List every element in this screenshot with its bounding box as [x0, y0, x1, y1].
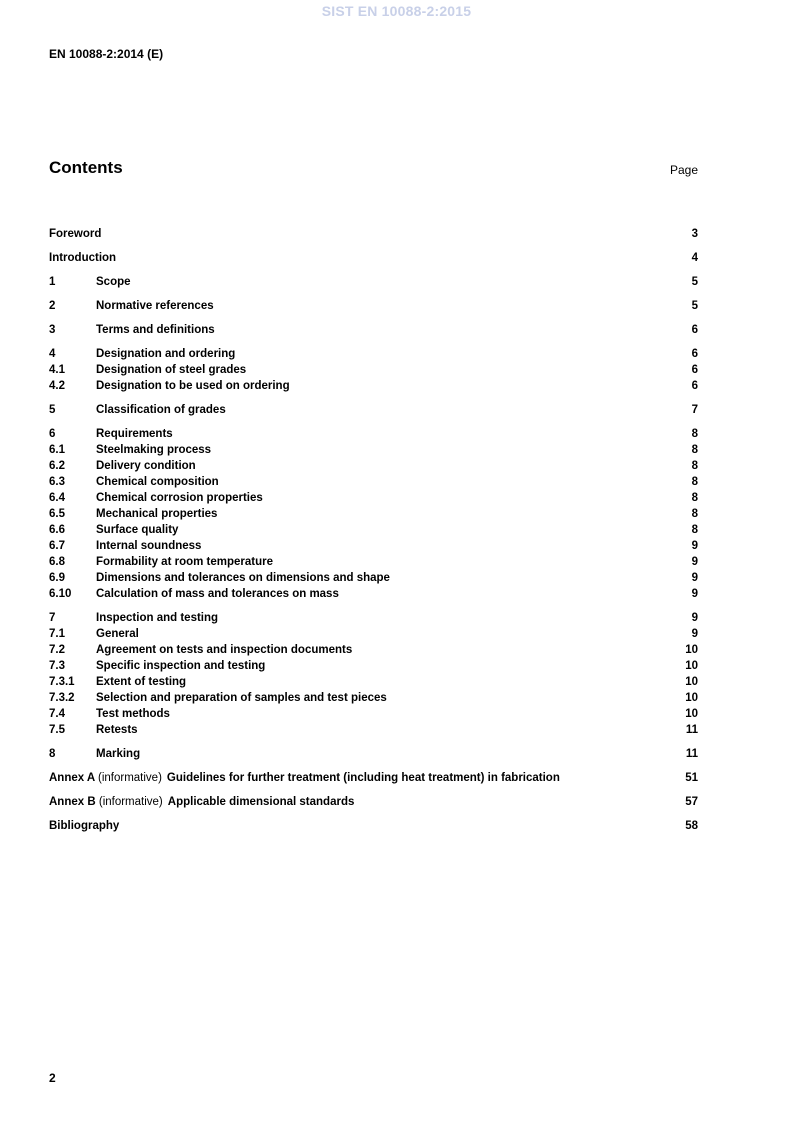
- toc-entry[interactable]: [49, 346, 698, 362]
- toc-entry-title: Delivery condition: [96, 460, 196, 472]
- toc-page-number: 10: [685, 644, 698, 656]
- toc-page-number: 8: [691, 492, 698, 504]
- toc-page-number: 58: [685, 820, 698, 832]
- toc-entry-title: Foreword: [49, 228, 102, 240]
- toc-entry[interactable]: [49, 690, 698, 706]
- toc-entry-title: Introduction: [49, 252, 117, 264]
- toc-entry[interactable]: [49, 610, 698, 626]
- toc-section-number: 6.9: [49, 572, 65, 584]
- toc-entry-title: Chemical corrosion properties: [96, 492, 263, 504]
- toc-page-number: 8: [691, 508, 698, 520]
- toc-annex-note: (informative): [98, 772, 162, 784]
- toc-section-number: 3: [49, 324, 56, 336]
- toc-entry[interactable]: [49, 322, 698, 338]
- toc-page-number: 10: [685, 676, 698, 688]
- toc-entry-title: Steelmaking process: [96, 444, 212, 456]
- toc-section-number: 5: [49, 404, 56, 416]
- toc-entry[interactable]: [49, 274, 698, 290]
- toc-entry[interactable]: [49, 490, 698, 506]
- toc-entry[interactable]: [49, 642, 698, 658]
- toc-entry-title: Inspection and testing: [96, 612, 219, 624]
- toc-entry[interactable]: [49, 378, 698, 394]
- toc-entry[interactable]: [49, 474, 698, 490]
- toc-section-number: 6: [49, 428, 56, 440]
- toc-entry-title: Classification of grades: [96, 404, 226, 416]
- toc-page-number: 9: [691, 556, 698, 568]
- toc-section-number: 4: [49, 348, 56, 360]
- toc-entry[interactable]: [49, 402, 698, 418]
- toc-page-number: 7: [691, 404, 698, 416]
- toc-entry[interactable]: [49, 794, 698, 810]
- toc-entry[interactable]: [49, 458, 698, 474]
- toc-page-number: 4: [691, 252, 698, 264]
- toc-page-number: 10: [685, 692, 698, 704]
- toc-page-number: 10: [685, 660, 698, 672]
- toc-entry-title: Surface quality: [96, 524, 179, 536]
- toc-page-number: 8: [691, 460, 698, 472]
- toc-page-number: 9: [691, 628, 698, 640]
- toc-section-number: 2: [49, 300, 56, 312]
- toc-entry[interactable]: [49, 538, 698, 554]
- page-title: Contents: [49, 158, 123, 177]
- toc-entry[interactable]: [49, 586, 698, 602]
- toc-entry[interactable]: [49, 522, 698, 538]
- toc-section-number: 6.7: [49, 540, 65, 552]
- toc-section-number: 4.1: [49, 364, 65, 376]
- toc-entry[interactable]: [49, 426, 698, 442]
- toc-entry-title: Formability at room temperature: [96, 556, 274, 568]
- document-id: EN 10088-2:2014 (E): [49, 47, 164, 61]
- toc-page-number: 5: [691, 300, 698, 312]
- toc-annex-label: Annex B: [49, 796, 96, 808]
- toc-entry-title: Requirements: [96, 428, 173, 440]
- toc-entry[interactable]: [49, 706, 698, 722]
- toc-entry[interactable]: [49, 746, 698, 762]
- toc-entry[interactable]: [49, 226, 698, 242]
- toc-entry-title: Designation of steel grades: [96, 364, 247, 376]
- toc-section-number: 6.8: [49, 556, 65, 568]
- toc-entry[interactable]: [49, 298, 698, 314]
- toc-section-number: 7: [49, 612, 56, 624]
- toc-annex-prefix: [49, 794, 168, 810]
- toc-annex-label: Annex A: [49, 772, 95, 784]
- toc-section-number: 6.4: [49, 492, 65, 504]
- toc-entry-title: Applicable dimensional standards: [167, 796, 355, 808]
- toc-section-number: 7.3: [49, 660, 65, 672]
- toc-section-number: 7.2: [49, 644, 65, 656]
- toc-entry-title: Marking: [96, 748, 141, 760]
- toc-page-number: 8: [691, 524, 698, 536]
- toc-section-number: 6.10: [49, 588, 72, 600]
- toc-entry-title: Retests: [96, 724, 138, 736]
- toc-annex-note: (informative): [98, 796, 163, 808]
- toc-entry-title: Calculation of mass and tolerances on mass: [96, 588, 339, 600]
- toc-page-number: 11: [685, 748, 698, 760]
- toc-section-number: 6.5: [49, 508, 65, 520]
- toc-entry-title: Mechanical properties: [96, 508, 218, 520]
- toc-entry-title: Agreement on tests and inspection documents: [96, 644, 353, 656]
- toc-section-number: 8: [49, 748, 56, 760]
- toc-entry[interactable]: [49, 442, 698, 458]
- toc-section-number: 6.2: [49, 460, 65, 472]
- toc-entry[interactable]: [49, 722, 698, 738]
- toc-page-number: 9: [691, 612, 698, 624]
- toc-page-number: 9: [691, 540, 698, 552]
- toc-page-number: 51: [685, 772, 698, 784]
- toc-entry[interactable]: [49, 770, 698, 786]
- toc-section-number: 6.6: [49, 524, 65, 536]
- toc-section-number: 4.2: [49, 380, 65, 392]
- toc-page-number: 5: [691, 276, 698, 288]
- toc-entry-title: Specific inspection and testing: [96, 660, 266, 672]
- toc-page-number: 57: [685, 796, 698, 808]
- toc-entry-title: General: [96, 628, 139, 640]
- toc-entry-title: Selection and preparation of samples and test pieces: [96, 692, 387, 704]
- toc-entry-title: Bibliography: [49, 820, 120, 832]
- page-column-label: Page: [669, 163, 698, 177]
- toc-page-number: 6: [691, 364, 698, 376]
- toc-entry-title: Normative references: [96, 300, 214, 312]
- toc-page-number: 11: [685, 724, 698, 736]
- toc-section-number: 6.1: [49, 444, 65, 456]
- watermark: SIST EN 10088-2:2015: [321, 3, 472, 19]
- toc-entry-title: Guidelines for further treatment (including heat treatment) in fabrication: [166, 772, 560, 784]
- toc-entry-title: Chemical composition: [96, 476, 219, 488]
- toc-entry[interactable]: [49, 658, 698, 674]
- toc-page-number: 9: [691, 572, 698, 584]
- toc-entry[interactable]: [49, 250, 698, 266]
- toc-page-number: 10: [685, 708, 698, 720]
- toc-section-number: 1: [49, 276, 56, 288]
- toc-page-number: 8: [691, 428, 698, 440]
- toc-page-number: 9: [691, 588, 698, 600]
- toc-entry[interactable]: [49, 506, 698, 522]
- toc-entry-title: Designation to be used on ordering: [96, 380, 290, 392]
- toc-page-number: 8: [691, 444, 698, 456]
- toc-section-number: 7.5: [49, 724, 65, 736]
- toc-section-number: 6.3: [49, 476, 65, 488]
- toc-annex-prefix: [49, 770, 167, 786]
- toc-entry[interactable]: [49, 626, 698, 642]
- toc-entry-title: Dimensions and tolerances on dimensions and shape: [96, 572, 390, 584]
- toc-entry[interactable]: [49, 818, 698, 834]
- toc-entry[interactable]: [49, 362, 698, 378]
- toc-page-number: 3: [691, 228, 698, 240]
- toc-section-number: 7.3.1: [49, 676, 75, 688]
- toc-entry-title: Internal soundness: [96, 540, 202, 552]
- toc-entry[interactable]: [49, 674, 698, 690]
- toc-entry-title: Scope: [96, 276, 131, 288]
- toc-page-number: 6: [691, 380, 698, 392]
- toc-section-number: 7.3.2: [49, 692, 75, 704]
- toc-entry-title: Test methods: [96, 708, 170, 720]
- toc-entry-title: Terms and definitions: [96, 324, 215, 336]
- toc-page-number: 6: [691, 348, 698, 360]
- toc-page-number: 6: [691, 324, 698, 336]
- toc-entry-title: Designation and ordering: [96, 348, 236, 360]
- toc-section-number: 7.4: [49, 708, 65, 720]
- table-of-contents: [49, 226, 698, 834]
- page-number: 2: [49, 1071, 56, 1085]
- toc-section-number: 7.1: [49, 628, 65, 640]
- toc-page-number: 8: [691, 476, 698, 488]
- toc-entry-title: Extent of testing: [96, 676, 187, 688]
- toc-entry[interactable]: [49, 570, 698, 586]
- toc-entry[interactable]: [49, 554, 698, 570]
